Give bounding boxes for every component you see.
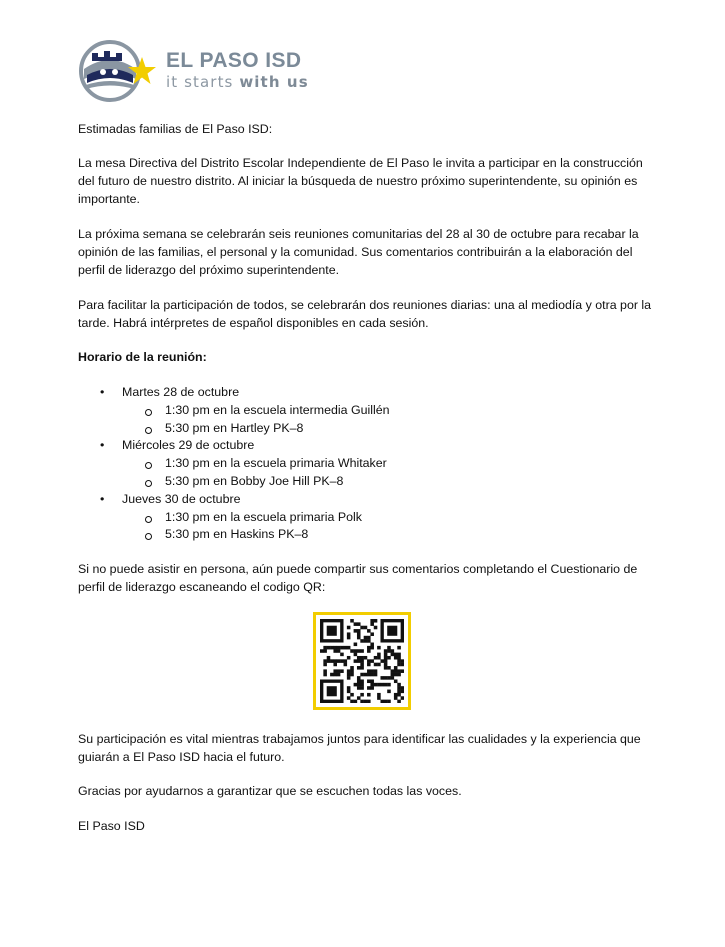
schedule-session-label: 1:30 pm en la escuela primaria Polk [165, 509, 362, 524]
schedule-session [78, 509, 658, 527]
schedule-day-label: Miércoles 29 de octubre [122, 438, 255, 453]
schedule-session-label: 1:30 pm en la escuela intermedia Guillén [165, 402, 390, 417]
meetings-paragraph: La próxima semana se celebrarán seis reuniones comunitarias del 28 al 30 de octubre para recabar la opinión de las familias, el personal y la comunidad. Sus comentarios contribuirán a la elaboración del perfil de liderazgo del próximo superintendente. [78, 227, 639, 277]
schedule-session [78, 420, 658, 438]
logo-title: EL PASO ISD [166, 49, 302, 72]
district-logo [78, 39, 318, 103]
schedule-day [78, 491, 658, 509]
closing-paragraph: Su participación es vital mientras trabajamos juntos para identificar las cualidades y la experiencia que guiarán a El Paso ISD hacia el futuro. [78, 732, 641, 764]
schedule-session [78, 473, 658, 491]
intro-paragraph: La mesa Directiva del Distrito Escolar Independiente de El Paso le invita a participar en la construcción del futuro de nuestro distrito. Al iniciar la búsqueda de nuestro próximo superintendente, su opinión es importante. [78, 156, 643, 206]
bullet-icon: • [100, 438, 105, 453]
circle-bullet-icon [145, 516, 152, 523]
circle-bullet-icon [145, 533, 152, 540]
circle-bullet-icon [145, 480, 152, 487]
participation-paragraph: Para facilitar la participación de todos, se celebrarán dos reuniones diarias: una al mediodía y otra por la tarde. Habrá intérpretes de español disponibles en cada sesión. [78, 298, 652, 330]
schedule-day [78, 384, 658, 402]
circle-bullet-icon [145, 462, 152, 469]
bullet-icon: • [100, 491, 105, 506]
logo-tagline-bold: with us [239, 73, 309, 91]
schedule-day-label: Martes 28 de octubre [122, 385, 240, 399]
schedule-session-label: 1:30 pm en la escuela primaria Whitaker [165, 456, 387, 471]
circle-bullet-icon [145, 409, 152, 416]
thanks-paragraph: Gracias por ayudarnos a garantizar que se escuchen todas las voces. [78, 784, 462, 798]
schedule-session-label: 5:30 pm en Hartley PK–8 [165, 420, 304, 435]
logo-tagline [166, 73, 309, 91]
qr-code-icon [320, 619, 404, 703]
circle-bullet-icon [145, 427, 152, 434]
schedule-session-label: 5:30 pm en Bobby Joe Hill PK–8 [165, 473, 344, 488]
schedule-day [78, 437, 658, 455]
meeting-schedule [78, 384, 658, 544]
greeting: Estimadas familias de El Paso ISD: [78, 122, 273, 136]
signature: El Paso ISD [78, 819, 145, 833]
schedule-session-label: 5:30 pm en Haskins PK–8 [165, 527, 309, 542]
logo-tagline-light: it starts [166, 73, 240, 91]
questionnaire-paragraph: Si no puede asistir en persona, aún puede compartir sus comentarios completando el Cuestionario de perfil de liderazgo escaneando el codigo QR: [78, 562, 638, 594]
el-paso-isd-emblem-icon [78, 39, 158, 103]
schedule-session [78, 455, 658, 473]
schedule-heading: Horario de la reunión: [78, 350, 207, 364]
schedule-session [78, 402, 658, 420]
bullet-icon: • [100, 385, 105, 399]
schedule-day-label: Jueves 30 de octubre [122, 491, 241, 506]
qr-code[interactable] [313, 612, 411, 710]
schedule-session [78, 526, 658, 544]
